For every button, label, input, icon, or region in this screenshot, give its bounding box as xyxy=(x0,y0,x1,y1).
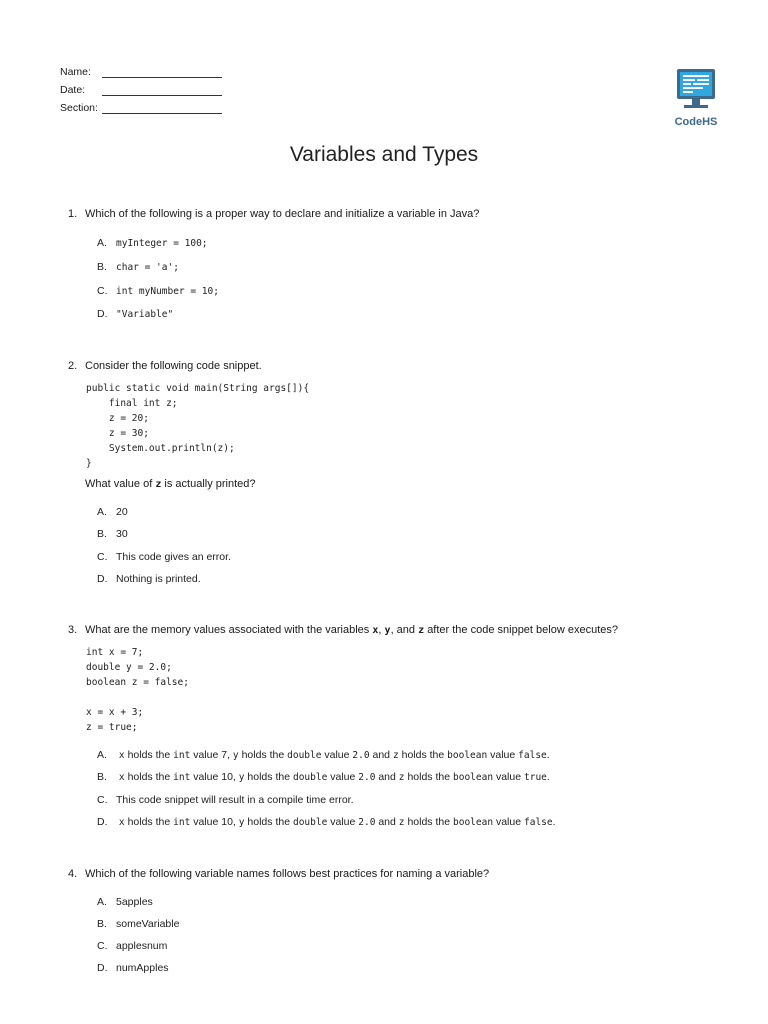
code-x: x xyxy=(118,817,125,828)
question-3 xyxy=(68,624,618,636)
question-text: Which of the following is a proper way to declare and initialize a variable in Java? xyxy=(85,208,480,220)
option-letter: D. xyxy=(97,962,108,974)
option-code: char = 'a'; xyxy=(116,262,179,273)
option-text: someVariable xyxy=(116,918,180,930)
text: holds the xyxy=(127,771,171,783)
option-letter: C. xyxy=(97,551,108,563)
code-line: int x = 7; xyxy=(86,647,144,658)
question-text-pre: What are the memory values associated with the variables xyxy=(85,624,370,636)
question-2 xyxy=(68,360,262,372)
text: holds the xyxy=(247,816,291,828)
option-letter: A. xyxy=(97,749,107,761)
code-value: 2.0 xyxy=(358,817,376,828)
option-letter: B. xyxy=(97,261,107,273)
code-x: x xyxy=(118,750,125,761)
var-z: z xyxy=(418,625,425,636)
code-type: int xyxy=(173,750,191,761)
option-letter: D. xyxy=(97,308,108,320)
code-value: true xyxy=(524,772,547,783)
code-line: final int z; xyxy=(86,398,178,409)
option-letter: A. xyxy=(97,506,107,518)
question-1 xyxy=(68,208,479,220)
text: value xyxy=(495,771,522,783)
sep: , and xyxy=(390,624,416,636)
text: value 10, xyxy=(193,771,236,783)
q1-option-c[interactable] xyxy=(97,285,219,297)
q3-code-block xyxy=(86,645,189,735)
monitor-icon xyxy=(676,68,716,110)
text: holds the xyxy=(241,749,285,761)
text: value xyxy=(490,749,516,761)
code-type: double xyxy=(292,817,328,828)
code-value: 2.0 xyxy=(352,750,370,761)
q4-option-c[interactable] xyxy=(97,940,167,952)
option-letter: B. xyxy=(97,528,107,540)
text: . xyxy=(546,749,550,761)
option-letter: D. xyxy=(97,573,108,585)
question-number: 2. xyxy=(68,360,78,372)
followup-var: z xyxy=(155,479,162,490)
code-line: System.out.println(z); xyxy=(86,443,235,454)
text: holds the xyxy=(407,816,451,828)
code-line: public static void main(String args[]){ xyxy=(86,383,310,394)
code-line: double y = 2.0; xyxy=(86,662,172,673)
text: holds the xyxy=(407,771,451,783)
text: and xyxy=(378,816,396,828)
section-field[interactable] xyxy=(60,102,222,114)
q4-option-b[interactable] xyxy=(97,918,179,930)
date-line[interactable] xyxy=(102,85,222,96)
code-type: boolean xyxy=(453,772,494,783)
code-z: z xyxy=(398,817,405,828)
text: value xyxy=(330,771,356,783)
q1-option-d[interactable] xyxy=(97,308,173,320)
code-type: double xyxy=(292,772,328,783)
code-type: boolean xyxy=(453,817,494,828)
code-type: double xyxy=(287,750,322,761)
q2-code-block xyxy=(86,381,309,471)
question-number: 1. xyxy=(68,208,78,220)
q2-option-d[interactable] xyxy=(97,573,201,585)
option-letter: B. xyxy=(97,771,107,783)
question-number: 3. xyxy=(68,624,78,636)
option-letter: C. xyxy=(97,285,108,297)
text: holds the xyxy=(401,749,445,761)
code-value: false xyxy=(518,750,547,761)
q2-option-a[interactable] xyxy=(97,506,128,518)
option-code: myInteger = 100; xyxy=(116,238,208,249)
option-letter: C. xyxy=(97,794,108,806)
code-type: int xyxy=(173,817,191,828)
followup-post: is actually printed? xyxy=(164,478,256,490)
section-line[interactable] xyxy=(102,103,222,114)
option-text: This code snippet will result in a compile time error. xyxy=(116,794,354,806)
option-text: 20 xyxy=(116,506,128,518)
text: holds the xyxy=(127,816,171,828)
text: value xyxy=(495,816,522,828)
option-text: This code gives an error. xyxy=(116,551,231,563)
option-text: 5apples xyxy=(116,896,153,908)
code-value: 2.0 xyxy=(358,772,376,783)
q3-option-c[interactable] xyxy=(97,794,354,806)
q3-option-b[interactable] xyxy=(97,771,550,783)
text: and xyxy=(378,771,396,783)
name-label: Name: xyxy=(60,66,91,78)
text: and xyxy=(372,749,391,761)
text: value 10, xyxy=(193,816,236,828)
code-line: z = 20; xyxy=(86,413,149,424)
question-4 xyxy=(68,868,489,880)
q4-option-a[interactable] xyxy=(97,896,153,908)
code-z: z xyxy=(392,750,399,761)
q2-option-c[interactable] xyxy=(97,551,231,563)
question-text: Which of the following variable names follows best practices for naming a variable? xyxy=(85,868,490,880)
text: value xyxy=(324,749,350,761)
q2-option-b[interactable] xyxy=(97,528,128,540)
text: holds the xyxy=(247,771,291,783)
option-text: applesnum xyxy=(116,940,168,952)
option-letter: D. xyxy=(97,816,108,828)
text: holds the xyxy=(127,749,171,761)
option-letter: C. xyxy=(97,940,108,952)
codehs-logo xyxy=(674,68,718,128)
name-line[interactable] xyxy=(102,67,222,78)
option-letter: A. xyxy=(97,237,107,249)
date-field[interactable] xyxy=(60,84,222,96)
name-field[interactable] xyxy=(60,66,222,78)
option-code: "Variable" xyxy=(116,309,174,320)
code-y: y xyxy=(238,772,245,783)
code-z: z xyxy=(398,772,405,783)
logo-text: CodeHS xyxy=(674,116,718,128)
text: . xyxy=(552,816,556,828)
followup-pre: What value of xyxy=(85,478,153,490)
q2-followup xyxy=(85,478,256,490)
option-letter: B. xyxy=(97,918,107,930)
page-title: Variables and Types xyxy=(289,143,479,166)
option-code: int myNumber = 10; xyxy=(116,286,219,297)
question-text: Consider the following code snippet. xyxy=(85,360,262,372)
q4-option-d[interactable] xyxy=(97,962,169,974)
sep: , xyxy=(378,624,382,636)
code-line xyxy=(86,690,189,705)
code-type: int xyxy=(173,772,191,783)
q1-option-b[interactable] xyxy=(97,261,179,273)
q3-option-d[interactable] xyxy=(97,816,556,828)
text: value 7, xyxy=(193,749,230,761)
code-line: z = 30; xyxy=(86,428,149,439)
question-number: 4. xyxy=(68,868,78,880)
code-x: x xyxy=(118,772,125,783)
option-text: 30 xyxy=(116,528,128,540)
var-x: x xyxy=(372,625,379,636)
code-line: } xyxy=(86,458,92,469)
code-y: y xyxy=(232,750,239,761)
option-letter: A. xyxy=(97,896,107,908)
code-line: z = true; xyxy=(86,722,138,733)
q1-option-a[interactable] xyxy=(97,237,208,249)
code-line: boolean z = false; xyxy=(86,677,189,688)
section-label: Section: xyxy=(60,102,98,114)
text: value xyxy=(330,816,356,828)
question-text-post: after the code snippet below executes? xyxy=(427,624,618,636)
code-line: x = x + 3; xyxy=(86,707,144,718)
date-label: Date: xyxy=(60,84,86,96)
var-y: y xyxy=(384,625,391,636)
option-text: Nothing is printed. xyxy=(116,573,201,585)
code-y: y xyxy=(238,817,245,828)
code-type: boolean xyxy=(447,750,488,761)
option-text: numApples xyxy=(116,962,169,974)
code-value: false xyxy=(524,817,553,828)
q3-option-a[interactable] xyxy=(97,749,550,761)
text: . xyxy=(546,771,550,783)
